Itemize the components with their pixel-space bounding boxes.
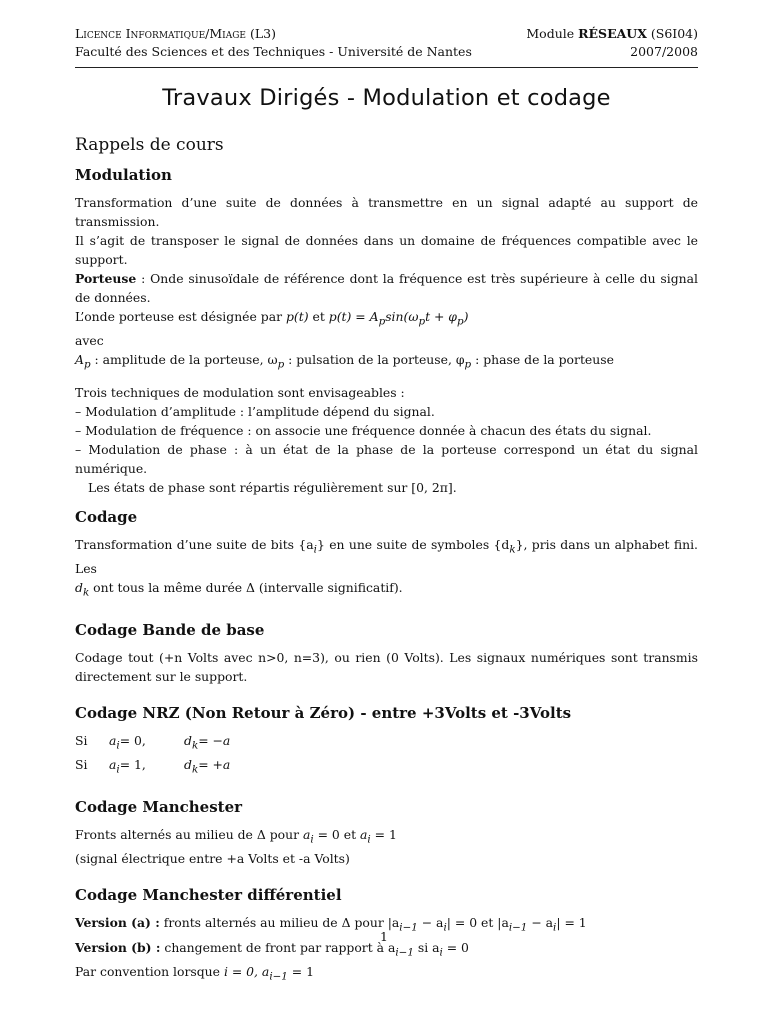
avec-label: avec (75, 333, 104, 349)
techniques-intro: Trois techniques de modulation sont envisageables : (75, 384, 405, 400)
technique-item: – Modulation de phase : à un état de la phase de la porteuse correspond un état du signal numérique. (75, 441, 698, 476)
parameters-line: $A_p$ : amplitude de la porteuse, $\omega_p$ : pulsation de la porteuse, $\varphi_p$ : phase de la porteuse (75, 352, 614, 371)
codage-line-2: $d_k$ ont tous la même durée Δ (intervalle significatif). (75, 580, 403, 599)
page-title: Travaux Dirigés - Modulation et codage (162, 85, 611, 111)
heading-modulation: Modulation (75, 166, 172, 184)
heading-bande-de-base: Codage Bande de base (75, 620, 265, 639)
modulation-block (75, 193, 698, 375)
document-page (75, 0, 698, 987)
technique-item-continuation: Les états de phase sont répartis régulièrement sur [0, 2π]. (88, 479, 457, 495)
header-row-2 (75, 43, 698, 61)
modulation-line-1: Transformation d’une suite de données à transmettre en un signal adapté au support de transmission. (75, 195, 698, 229)
manchester-line-2: (signal électrique entre +a Volts et -a Volts) (75, 851, 350, 867)
nrz-table (75, 731, 698, 780)
version-b-line: Version (b) : changement de front par rapport à $a_{i-1}$ si $a_i = 0$ (75, 939, 469, 959)
page-number: 1 (380, 929, 388, 944)
porteuse-definition: Porteuse : Onde sinusoïdale de référence dont la fréquence est très supérieure à celle du signal de données. (75, 271, 698, 305)
course-label: Licence Informatique/Miage (L3) (75, 26, 276, 41)
faculty-label: Faculté des Sciences et des Techniques - Université de Nantes (75, 44, 472, 59)
heading-manchester-differentiel: Codage Manchester différentiel (75, 886, 342, 905)
onde-porteuse-formula: L’onde porteuse est désignée par p(t) et $p(t) = A_p\sin(\omega_pt + \varphi_p)$ (75, 309, 469, 328)
section-rappels: Rappels de cours (75, 135, 224, 155)
nrz-row: Si $a_i= 0$, $d_k= -a$ (75, 732, 231, 752)
modulation-line-2: Il s’agit de transposer le signal de données dans un domaine de fréquences compatible avec le support. (75, 233, 698, 267)
heading-nrz: Codage NRZ (Non Retour à Zéro) - entre +3Volts et -3Volts (75, 703, 572, 722)
module-label: Module RÉSEAUX (S6I04) (526, 26, 698, 41)
techniques-block (75, 383, 698, 497)
version-a-line: Version (a) : fronts alternés au milieu de Δ pour $|a_{i-1} - a_i| = 0$ et $|a_{i-1} - a_i| = 1$ (75, 915, 587, 934)
codage-line-1: Transformation d’une suite de bits $\{a_i\}$ en une suite de symboles $\{d_k\}$, pris dans un alphabet fini. Les (75, 536, 698, 577)
technique-item: – Modulation de fréquence : on associe une fréquence donnée à chacun des états du signal. (75, 422, 652, 438)
technique-item: – Modulation d’amplitude : l’amplitude dépend du signal. (75, 403, 435, 419)
heading-codage: Codage (75, 507, 138, 526)
codage-block (75, 535, 698, 603)
header-row-1 (75, 25, 698, 43)
header-rule (75, 67, 698, 68)
heading-manchester: Codage Manchester (75, 797, 243, 816)
nrz-row: Si $a_i= 1$, $d_k= +a$ (75, 757, 231, 776)
convention-line: Par convention lorsque i = 0, $a_{i-1} = 1$ (75, 964, 314, 983)
manchester-line-1: Fronts alternés au milieu de Δ pour $a_i = 0$ et $a_i = 1$ (75, 826, 397, 846)
manchester-diff-block (75, 913, 698, 986)
manchester-block (75, 825, 698, 868)
year-label: 2007/2008 (630, 44, 698, 59)
bande-de-base-text: Codage tout (+n Volts avec n>0, n=3), ou rien (0 Volts). Les signaux numériques sont transmis directement sur le support. (75, 649, 698, 684)
